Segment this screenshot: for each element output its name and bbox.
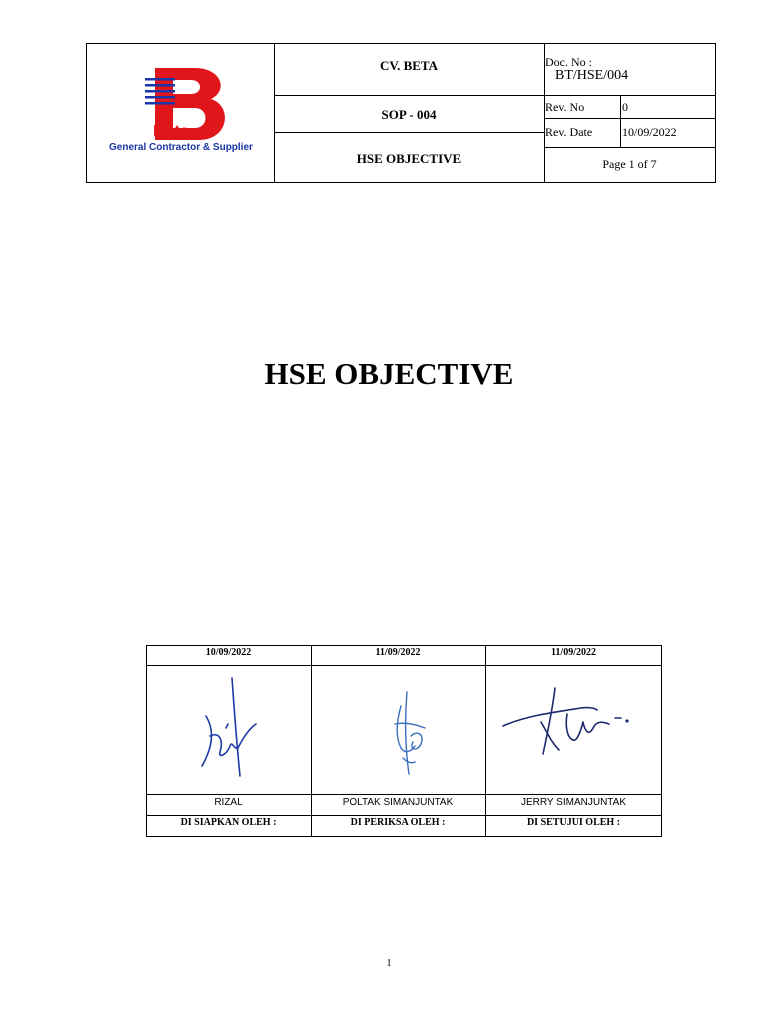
signature-rizal	[146, 666, 311, 794]
approved-date: 11/09/2022	[550, 647, 596, 658]
company-logo	[87, 44, 274, 182]
rev-date-label: Rev. Date	[545, 125, 593, 139]
checked-date: 11/09/2022	[375, 647, 421, 658]
page-number: 1	[386, 958, 392, 969]
prepared-date: 10/09/2022	[205, 647, 252, 658]
approved-name: JERRY SIMANJUNTAK	[520, 797, 627, 808]
checked-name: POLTAK SIMANJUNTAK	[342, 797, 454, 808]
sop-number: SOP - 004	[381, 107, 437, 122]
company-name: CV. BETA	[379, 58, 439, 73]
logo-tagline: General Contractor & Supplier	[109, 142, 253, 153]
prepared-role: DI SIAPKAN OLEH :	[180, 817, 277, 828]
rev-no-value: 0	[622, 100, 628, 114]
page-title: HSE OBJECTIVE	[264, 356, 514, 391]
prepared-name: RIZAL	[214, 797, 243, 808]
doc-no-label: Doc. No :	[545, 55, 592, 69]
checked-role: DI PERIKSA OLEH :	[350, 817, 446, 828]
signature-jerry	[485, 666, 662, 794]
rev-date-value: 10/09/2022	[622, 125, 677, 139]
header-doc-title: HSE OBJECTIVE	[356, 151, 462, 166]
page-count: Page 1 of 7	[602, 157, 657, 171]
rev-no-label: Rev. No	[545, 100, 585, 114]
signature-poltak	[311, 666, 485, 794]
approved-role: DI SETUJUI OLEH :	[526, 817, 621, 828]
logo-brand: Beta	[153, 123, 190, 140]
doc-no-value: BT/HSE/004	[555, 68, 629, 83]
